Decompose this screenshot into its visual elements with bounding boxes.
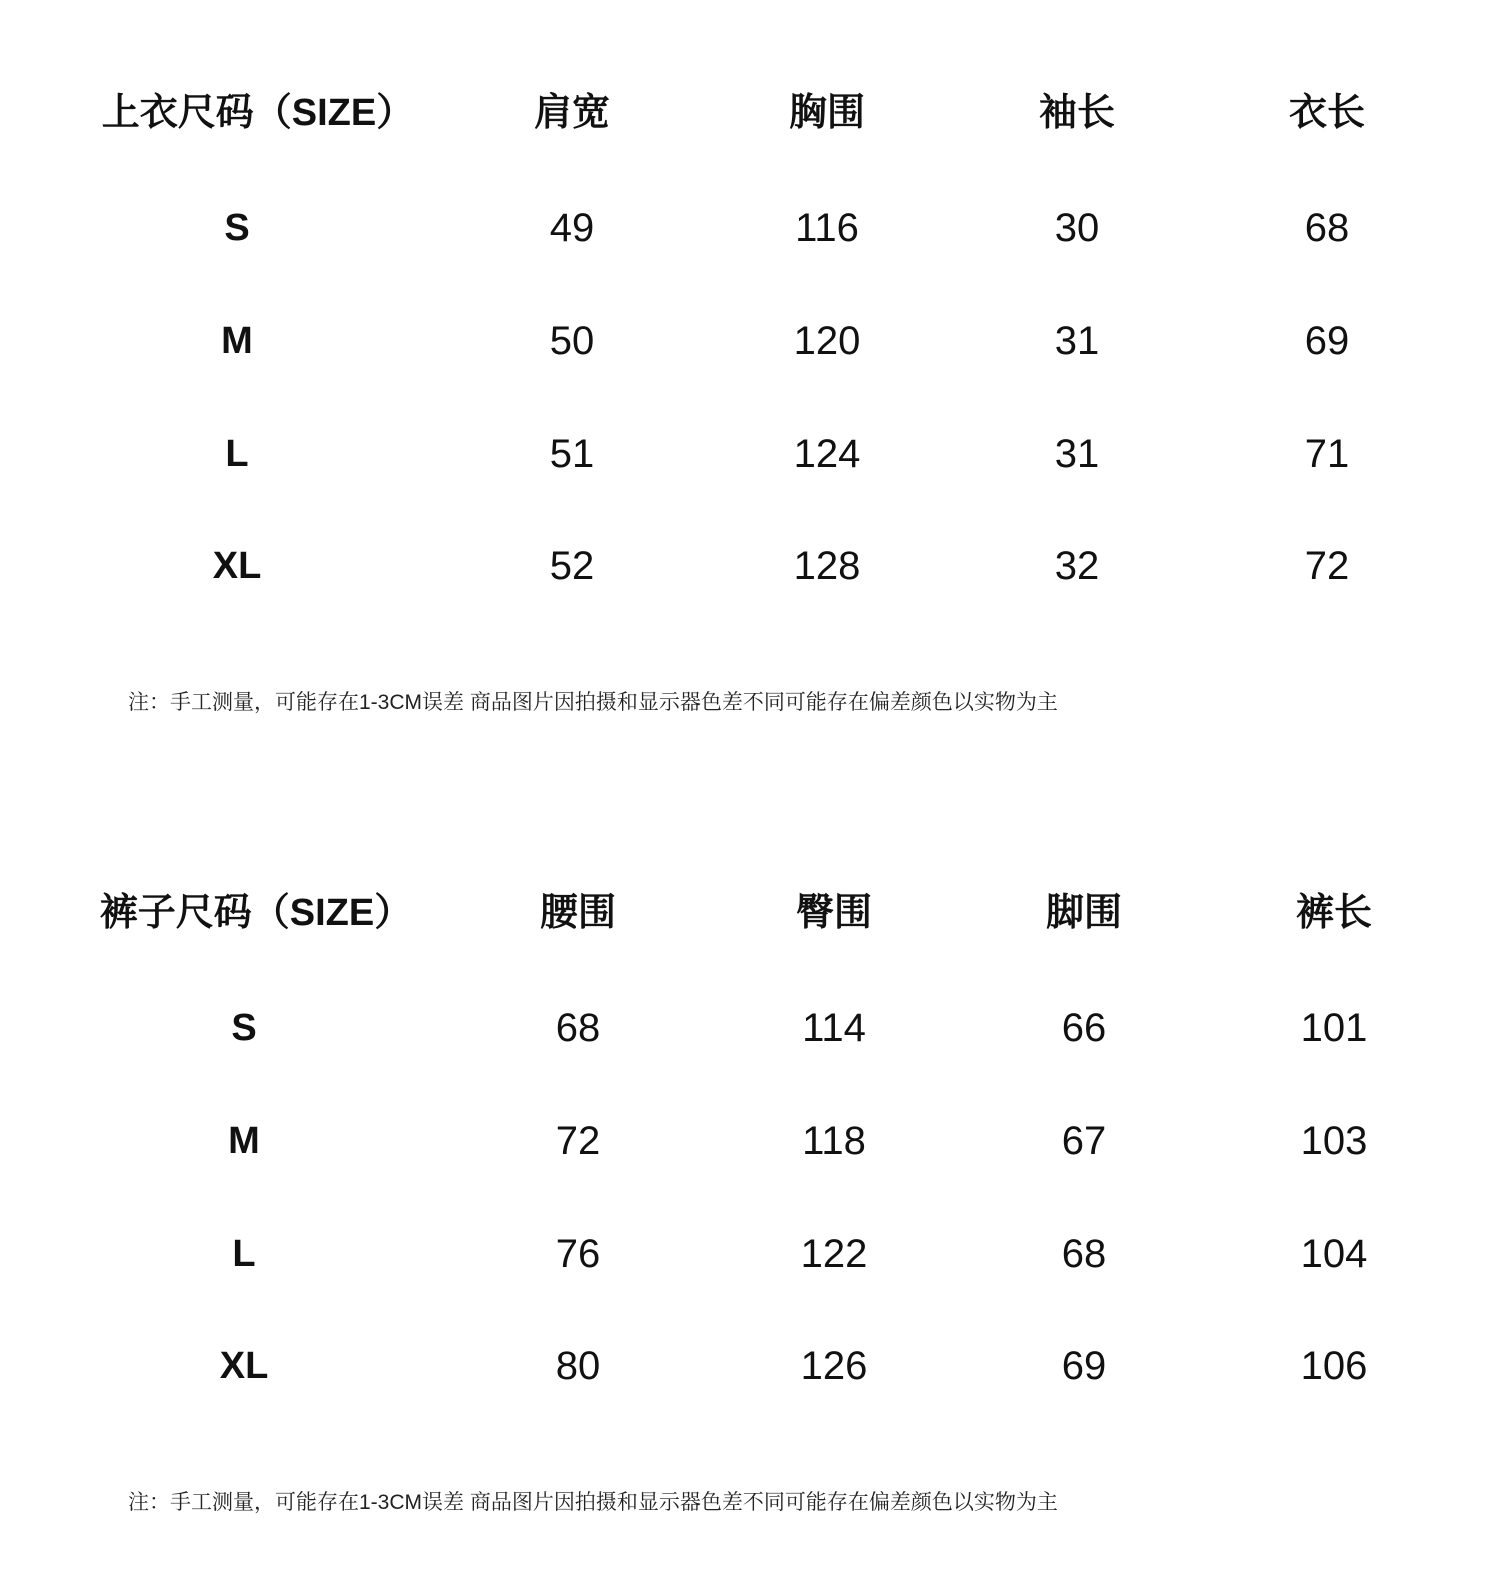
length-value: 69	[1304, 319, 1350, 363]
table-row	[0, 198, 1500, 258]
hip-value: 126	[800, 1344, 868, 1388]
sleeve-value: 32	[1054, 544, 1100, 588]
pants-header-length: 裤长	[1295, 892, 1373, 934]
pants-header-leg-opening: 脚围	[1045, 892, 1123, 934]
shoulder-value: 52	[549, 544, 595, 588]
pants-length-value: 104	[1300, 1232, 1368, 1276]
leg-opening-value: 69	[1061, 1344, 1107, 1388]
pants-length-value: 106	[1300, 1344, 1368, 1388]
table-row	[0, 311, 1500, 371]
chest-value: 120	[793, 319, 861, 363]
waist-value: 80	[555, 1344, 601, 1388]
hip-value: 118	[802, 1119, 866, 1163]
table-row	[0, 998, 1500, 1058]
sleeve-value: 30	[1054, 206, 1100, 250]
pants-length-value: 103	[1300, 1119, 1368, 1163]
sleeve-value: 31	[1054, 319, 1100, 363]
size-label: XL	[219, 1345, 269, 1387]
pants-header-size: 裤子尺码（SIZE）	[99, 892, 413, 934]
size-label: M	[221, 320, 253, 362]
shoulder-value: 51	[549, 432, 595, 476]
waist-value: 68	[555, 1006, 601, 1050]
hip-value: 114	[802, 1006, 866, 1050]
waist-value: 72	[555, 1119, 601, 1163]
pants-header-row	[0, 883, 1500, 943]
length-value: 68	[1304, 206, 1350, 250]
sleeve-value: 31	[1054, 432, 1100, 476]
leg-opening-value: 66	[1061, 1006, 1107, 1050]
hip-value: 122	[800, 1232, 868, 1276]
leg-opening-value: 68	[1061, 1232, 1107, 1276]
pants-length-value: 101	[1300, 1006, 1368, 1050]
size-label: XL	[212, 545, 262, 587]
tops-measurement-note: 注：手工测量，可能存在1-3CM误差 商品图片因拍摄和显示器色差不同可能存在偏差颜色以实物为主	[128, 691, 1058, 714]
size-label: S	[231, 1007, 257, 1049]
size-label: M	[228, 1120, 260, 1162]
table-row	[0, 1224, 1500, 1284]
size-label: L	[232, 1233, 256, 1275]
tops-header-sleeve: 袖长	[1038, 92, 1116, 134]
size-label: S	[224, 207, 250, 249]
shoulder-value: 50	[549, 319, 595, 363]
waist-value: 76	[555, 1232, 601, 1276]
tops-header-length: 衣长	[1288, 92, 1366, 134]
size-label: L	[225, 433, 249, 475]
tops-header-chest: 胸围	[788, 92, 866, 134]
table-row	[0, 424, 1500, 484]
chest-value: 116	[795, 206, 859, 250]
length-value: 72	[1304, 544, 1350, 588]
table-row	[0, 1111, 1500, 1171]
tops-header-size: 上衣尺码（SIZE）	[101, 92, 415, 134]
shoulder-value: 49	[549, 206, 595, 250]
tops-header-row	[0, 83, 1500, 143]
chest-value: 128	[793, 544, 861, 588]
pants-measurement-note: 注：手工测量，可能存在1-3CM误差 商品图片因拍摄和显示器色差不同可能存在偏差颜色以实物为主	[128, 1491, 1058, 1514]
pants-header-hip: 臀围	[795, 892, 873, 934]
length-value: 71	[1304, 432, 1350, 476]
pants-header-waist: 腰围	[539, 892, 617, 934]
leg-opening-value: 67	[1061, 1119, 1107, 1163]
table-row	[0, 1336, 1500, 1396]
chest-value: 124	[793, 432, 861, 476]
tops-header-shoulder: 肩宽	[533, 92, 611, 134]
table-row	[0, 536, 1500, 596]
